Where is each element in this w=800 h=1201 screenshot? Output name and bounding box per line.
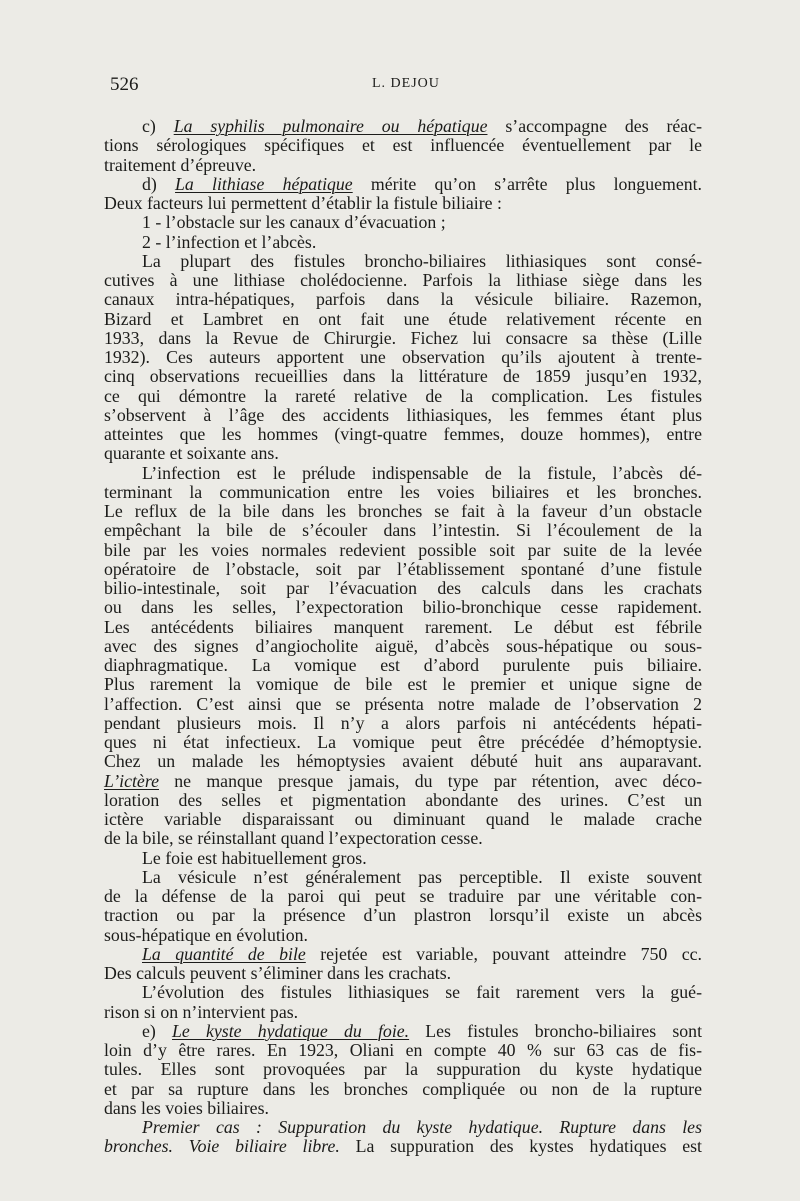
text-line [104,117,702,136]
text-span: traitement d’épreuve. [104,154,257,175]
text-line [104,329,702,348]
text-line [104,579,702,598]
text-line [104,618,702,637]
italic-span: Premier cas : Suppuration du kyste hydatique. Rupture dans les [142,1117,702,1137]
text-line [104,367,702,386]
text-span: La suppuration des kystes hydatiques est [339,1136,702,1157]
text-span: dans les voies biliaires. [104,1097,269,1118]
text-line [104,560,702,579]
text-span: L’évolution des fistules lithiasiques se fait rarement vers la gué- [142,982,702,1003]
text-line [104,983,702,1002]
text-span: La vésicule n’est généralement pas perceptible. Il existe souvent [142,866,702,887]
page-number: 526 [110,74,139,95]
text-span: ne manque presque jamais, du type par rétention, avec déco- [158,770,702,791]
text-span: tules. Elles sont provoquées par la suppuration du kyste hydatique [104,1059,702,1080]
text-line [104,810,702,829]
text-line [104,175,702,194]
text-line [104,1137,702,1156]
text-line [104,406,702,425]
text-span: c) [142,116,174,136]
running-head: L. DEJOU [372,76,440,91]
text-span: 1933, dans la Revue de Chirurgie. Fichez lui consacre sa thèse (Lille [104,327,702,348]
italic-span: La syphilis pulmonaire ou hépatique [173,116,488,136]
text-line [104,964,702,983]
text-span: canaux intra-hépatiques, parfois dans la vésicule biliaire. Razemon, [104,289,702,310]
text-line [104,695,702,714]
text-line [104,791,702,810]
text-span: Chez un malade les hémoptysies avaient débuté huit ans auparavant. [104,751,702,772]
text-line [104,598,702,617]
text-span: bile par les voies normales redevient possible soit par suite de la levée [104,539,702,560]
text-span: ques ni état infectieux. La vomique peut être précédée d’hémoptysie. [104,732,702,752]
italic-span: La quantité de bile [142,943,306,964]
text-span: atteintes que les hommes (vingt-quatre femmes, douze hommes), entre [104,424,702,444]
text-line [104,945,702,964]
text-line [104,1099,702,1118]
italic-span: Le kyste hydatique du foie. [172,1020,410,1041]
text-line [104,887,702,906]
text-line [104,348,702,367]
text-line [104,752,702,771]
text-line [104,868,702,887]
text-span: Deux facteurs lui permettent d’établir la fistule biliaire : [104,193,502,213]
text-span: ictère variable disparaissant ou diminuant quand le malade crache [104,809,702,829]
text-line [104,464,702,483]
text-line [104,829,702,848]
italic-span: La lithiase hépatique [175,173,353,194]
text-line [104,1041,702,1060]
text-span: Des calculs peuvent s’éliminer dans les crachats. [104,963,452,983]
text-span: et par sa rupture dans les bronches compliquée ou non de la rupture [104,1078,702,1099]
text-span: diaphragmatique. La vomique est d’abord purulente puis biliaire. [104,655,702,675]
text-line [104,541,702,560]
text-span: Les fistules broncho-biliaires sont [409,1020,703,1041]
text-span: mérite qu’on s’arrête plus longuement. [352,173,702,194]
text-line [104,290,702,309]
text-span: Les antécédents biliaires manquent rarement. Le début est fébrile [104,616,702,637]
text-span: traction ou par la présence d’un plastron lorsqu’il existe un abcès [104,905,702,926]
text-line [104,252,702,271]
text-span: La plupart des fistules broncho-biliaires lithiasiques sont consé- [142,250,702,271]
italic-span: bronches. Voie biliaire libre. [104,1136,340,1157]
text-line [104,849,702,868]
text-line [104,1118,702,1137]
text-span: 2 - l’infection et l’abcès. [142,231,317,252]
text-span: empêchant la bile de s’écouler dans l’intestin. Si l’écoulement de la [104,520,702,541]
text-span: de la bile, se réinstallant quand l’expectoration cesse. [104,828,483,849]
text-span: d) [142,173,176,194]
text-span: cutives à une lithiase cholédocienne. Parfois la lithiase siège dans les [104,270,702,290]
text-line [104,136,702,155]
text-line [104,444,702,463]
text-line [104,271,702,290]
text-span: l’affection. C’est ainsi que se présenta notre malade de l’observation 2 [104,693,702,714]
text-span: Le reflux de la bile dans les bronches se fait à la faveur d’un obstacle [104,501,702,521]
text-line [104,310,702,329]
text-line [104,637,702,656]
text-span: tions sérologiques spécifiques et est influencée éventuellement par le [104,135,702,156]
text-line [104,733,702,752]
text-line [104,714,702,733]
text-line [104,1022,702,1041]
text-line [104,656,702,675]
text-line [104,675,702,694]
text-span: avec des signes d’angiocholite aiguë, d’abcès sous-hépatique ou sous- [104,635,702,656]
text-line [104,521,702,540]
text-line [104,926,702,945]
text-line [104,233,702,252]
text-line [104,906,702,925]
text-span: s’accompagne des réac- [487,116,702,136]
text-span: Bizard et Lambret en ont fait une étude relativement récente en [104,308,702,329]
text-line [104,156,702,175]
text-span: rison si on n’intervient pas. [104,1001,299,1022]
text-span: ou dans les selles, l’expectoration bilio-bronchique cesse rapidement. [104,597,702,618]
text-span: 1932). Ces auteurs apportent une observation qu’ils ajoutent à trente- [104,347,702,367]
text-span: Le foie est habituellement gros. [142,847,367,868]
text-span: quarante et soixante ans. [104,443,279,464]
text-line [104,1080,702,1099]
text-span: opératoire de l’obstacle, soit par l’établissement spontané d’une fistule [104,558,702,579]
text-span: loration des selles et pigmentation abondante des urines. C’est un [104,789,702,810]
text-line [104,772,702,791]
text-span: bilio-intestinale, soit par l’évacuation des calculs dans les crachats [104,578,702,598]
text-span: rejetée est variable, pouvant atteindre 750 cc. [305,943,702,964]
text-span: s’observent à l’âge des accidents lithiasiques, les femmes étant plus [104,404,702,425]
text-span: de la défense de la paroi qui peut se traduire par une véritable con- [104,886,702,906]
text-line [104,387,702,406]
italic-span: L’ictère [104,770,159,791]
text-line [104,483,702,502]
text-line [104,425,702,444]
text-line [104,213,702,232]
text-span: pendant plusieurs mois. Il n’y a alors parfois ni antécédents hépati- [104,712,702,733]
text-span: ce qui démontre la rareté relative de la complication. Les fistules [104,385,702,406]
text-line [104,502,702,521]
text-span: cinq observations recueillies dans la littérature de 1859 jusqu’en 1932, [104,366,702,387]
text-span: 1 - l’obstacle sur les canaux d’évacuation ; [142,212,446,233]
text-span: sous-hépatique en évolution. [104,924,308,945]
text-span: e) [142,1020,173,1041]
text-span: terminant la communication entre les voies biliaires et les bronches. [104,481,702,502]
text-line [104,1060,702,1079]
text-line [104,194,702,213]
text-span: loin d’y être rares. En 1923, Oliani en compte 40 % sur 63 cas de fis- [104,1040,702,1060]
text-span: Plus rarement la vomique de bile est le premier et unique signe de [104,674,702,695]
text-span: L’infection est le prélude indispensable de la fistule, l’abcès dé- [142,462,702,483]
body-text [104,117,702,1157]
page-header [110,74,710,98]
text-line [104,1003,702,1022]
